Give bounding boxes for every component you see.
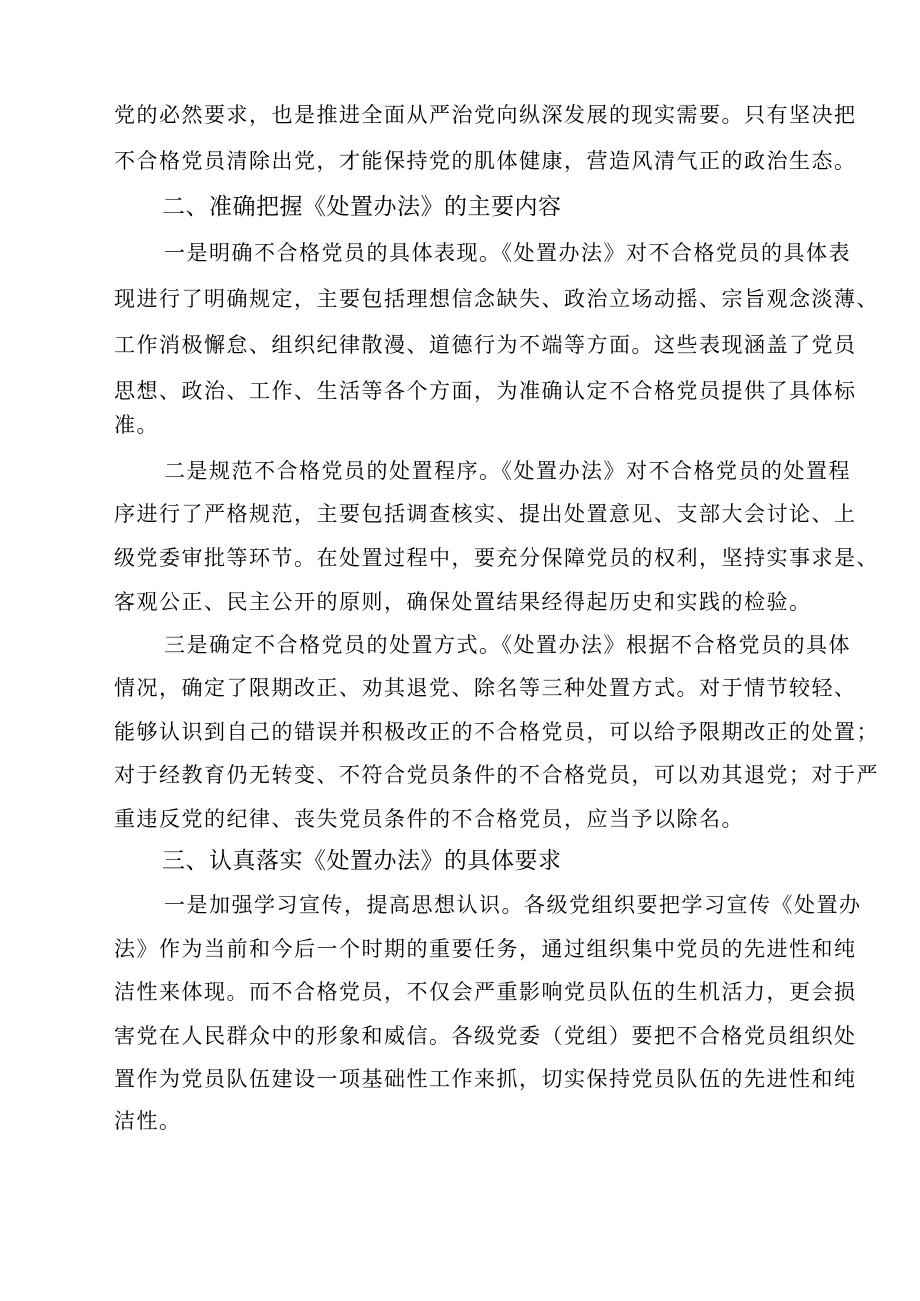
s3-p1-line-5: 置作为党员队伍建设一项基础性工作来抓，切实保持党员队伍的先进性和纯 [114, 1067, 857, 1091]
s2-p3-line-5: 重违反党的纪律、丧失党员条件的不合格党员，应当予以除名。 [114, 807, 744, 831]
s2-p1-line-3: 工作消极懈怠、组织纪律散漫、道德行为不端等方面。这些表现涵盖了党员 [114, 333, 857, 357]
s2-p2-line-4: 客观公正、民主公开的原则，确保处置结果经得起历史和实践的检验。 [114, 590, 812, 614]
section-3-heading: 三、认真落实《处置办法》的具体要求 [162, 848, 562, 874]
s2-p1-line-5: 准。 [114, 413, 159, 437]
s3-p1-line-1: 一是加强学习宣传，提高思想认识。各级党组织要把学习宣传《处置办 [164, 893, 862, 917]
s2-p1-line-2: 现进行了明确规定，主要包括理想信念缺失、政治立场动摇、宗旨观念淡薄、 [114, 287, 879, 311]
s3-p1-line-2: 法》作为当前和今后一个时期的重要任务，通过组织集中党员的先进性和纯 [114, 937, 857, 961]
s2-p1-line-4: 思想、政治、工作、生活等各个方面，为准确认定不合格党员提供了具体标 [114, 379, 857, 403]
s2-p3-line-2: 情况，确定了限期改正、劝其退党、除名等三种处置方式。对于情节较轻、 [114, 676, 857, 700]
s2-p2-line-2: 序进行了严格规范，主要包括调查核实、提出处置意见、支部大会讨论、上 [114, 502, 857, 526]
section-2-heading: 二、准确把握《处置办法》的主要内容 [162, 194, 562, 220]
s2-p3-line-3: 能够认识到自己的错误并积极改正的不合格党员，可以给予限期改正的处置； [114, 720, 879, 744]
s2-p1-line-1: 一是明确不合格党员的具体表现。《处置办法》对不合格党员的具体表 [164, 241, 851, 265]
intro-line-2: 不合格党员清除出党，才能保持党的肌体健康，营造风清气正的政治生态。 [114, 149, 857, 173]
s2-p3-line-1: 三是确定不合格党员的处置方式。《处置办法》根据不合格党员的具体 [164, 633, 851, 657]
intro-line-1: 党的必然要求，也是推进全面从严治党向纵深发展的现实需要。只有坚决把 [114, 103, 857, 127]
s3-p1-line-6: 洁性。 [114, 1109, 182, 1133]
s3-p1-line-3: 洁性来体现。而不合格党员，不仅会严重影响党员队伍的生机活力，更会损 [114, 980, 857, 1004]
s2-p3-line-4: 对于经教育仍无转变、不符合党员条件的不合格党员，可以劝其退党；对于严 [114, 763, 879, 787]
s3-p1-line-4: 害党在人民群众中的形象和威信。各级党委（党组）要把不合格党员组织处 [114, 1024, 857, 1048]
s2-p2-line-3: 级党委审批等环节。在处置过程中，要充分保障党员的权利，坚持实事求是、 [114, 546, 879, 570]
s2-p2-line-1: 二是规范不合格党员的处置程序。《处置办法》对不合格党员的处置程 [164, 459, 851, 483]
